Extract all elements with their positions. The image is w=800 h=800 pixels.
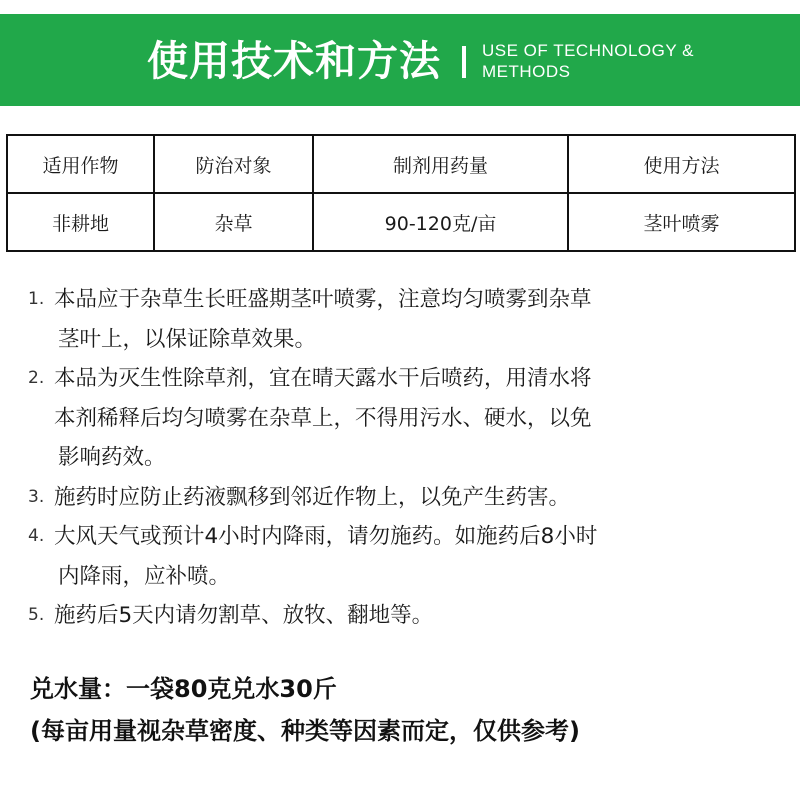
note-line: 施药后5天内请勿割草、放牧、翻地等。 [54,603,434,628]
table-header-cell: 使用方法 [568,135,795,193]
banner-subtitle [482,40,694,82]
table-header-cell: 制剂用药量 [313,135,568,193]
note-line: 茎叶上，以保证除草效果。 [58,326,317,352]
table-row [7,193,795,251]
note-line: 影响药效。 [58,445,166,470]
disclaimer-text: (每亩用量视杂草密度、种类等因素而定，仅供参考) [30,717,580,745]
table-cell: 非耕地 [7,193,154,251]
table-header-row [7,135,795,193]
note-line: 本品为灭生性除草剂，宜在晴天露水干后喷药，用清水将 [54,366,592,391]
banner-subtitle-line2: METHODS [482,62,571,81]
dosage-text: 兑水量：一袋80克兑水30斤 [30,675,337,703]
note-line: 施药时应防止药液飘移到邻近作物上，以免产生药害。 [54,484,571,510]
note-number: 3. [28,486,45,507]
banner-title: 使用技术和方法 [147,37,441,85]
table-header-cell: 防治对象 [154,135,313,193]
note-number: 5. [28,605,45,625]
table-cell: 茎叶喷雾 [568,193,795,251]
banner-divider [462,46,466,78]
table-header-cell: 适用作物 [7,135,154,193]
note-item [28,517,788,596]
usage-notes [28,280,788,636]
table-cell: 90-120克/亩 [313,193,568,251]
note-item [28,359,788,478]
note-line: 本剂稀释后均匀喷雾在杂草上，不得用污水、硬水，以免 [54,405,592,431]
note-item [28,478,788,518]
table-cell: 杂草 [154,193,313,251]
note-line: 内降雨，应补喷。 [58,563,231,589]
note-number: 2. [28,368,45,388]
note-line: 本品应于杂草生长旺盛期茎叶喷雾，注意均匀喷雾到杂草 [54,287,592,312]
note-number: 4. [28,526,45,546]
banner-subtitle-line1: USE OF TECHNOLOGY & [482,41,694,60]
note-number: 1. [28,289,45,309]
usage-table [6,134,796,252]
note-item [28,280,788,359]
note-item [28,596,788,636]
note-line: 大风天气或预计4小时内降雨，请勿施药。如施药后8小时 [54,524,598,549]
